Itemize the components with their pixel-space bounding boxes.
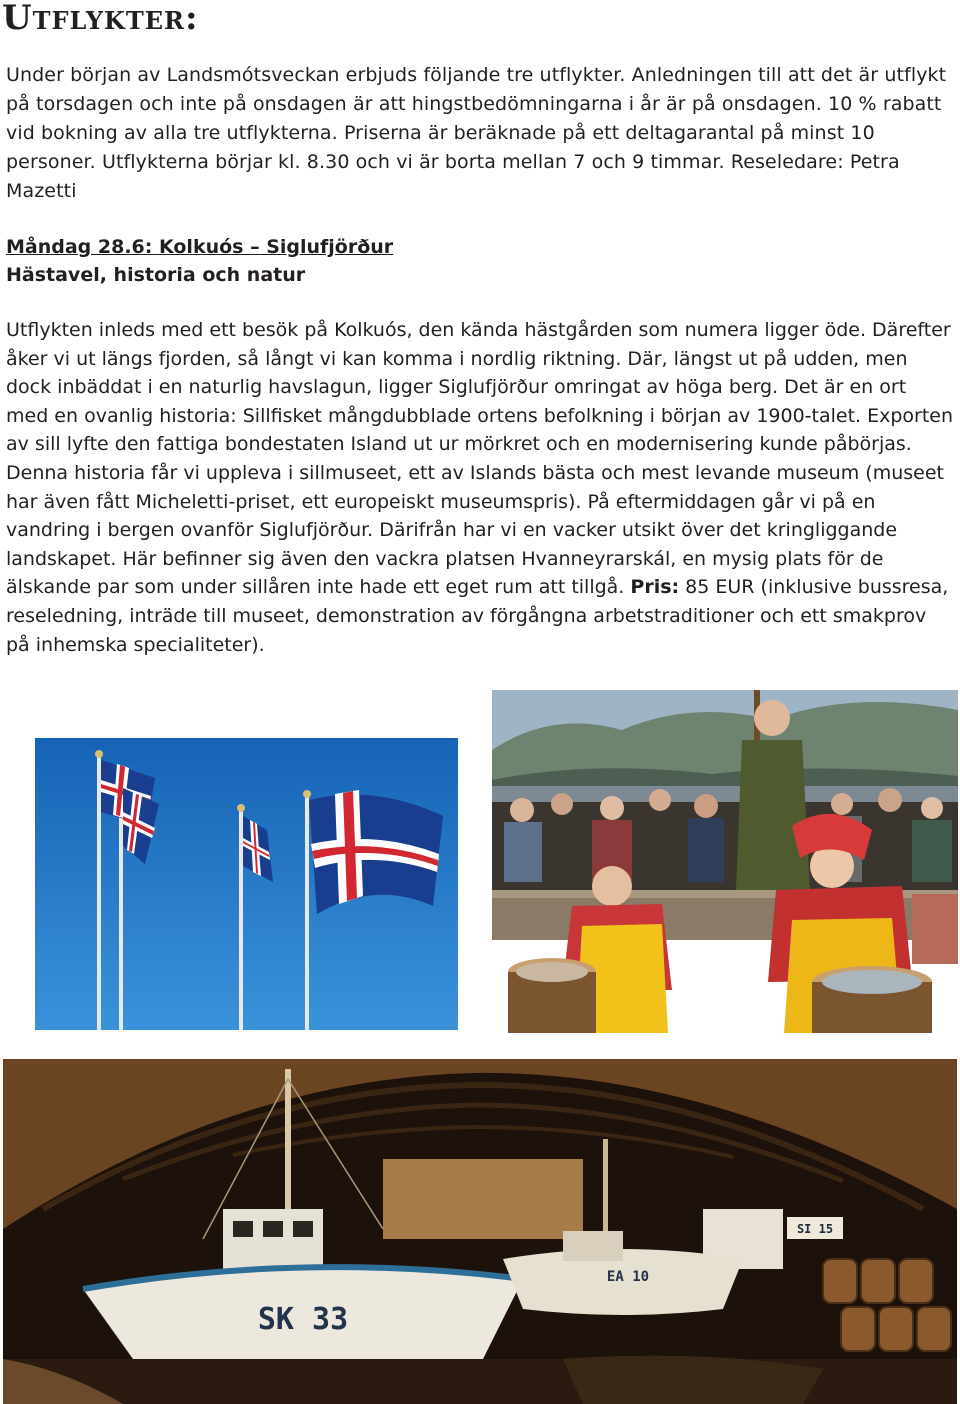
flags-photo [35,738,458,1030]
excursion-description: Utflykten inleds med ett besök på Kolkuós, den kända hästgården som numera ligger öde. Därefter åker vi ut längs fjorden, så långt vi kan komma i nordlig riktning. Där, längst ut på udden, men dock inbäddat i en naturlig havslagun, ligger Siglufjörður omringat av höga berg. Det är en ort med en ovanlig historia: Sillfisket mångdubblade ortens befolkning i början av 1900-talet. Exporten av sill lyfte den fattiga bondestaten Island ut ur mörkret och en modernisering kunde påbörjas. Denna historia får vi uppleva i sillmuseet, ett av Islands bästa och mest levande museum (museet har även fått Micheletti-priset, ett europeiskt museumspris). På eftermiddagen går vi på en vandring i bergen ovanför Siglufjörður. Därifrån har vi en vacker utsikt över det kringliggande landskapet. Här befinner sig även den vackra platsen Hvanneyrarskál, en mysig plats för de älskande par som under sillåren inte hade ett eget rum att tillgå. [6,319,954,599]
price-details: 85 EUR (inklusive bussresa, reseledning, inträde till museet, demonstration av förgångna arbetstraditioner och ett smakprov på inhemska specialiteter). [6,576,949,656]
boat-registration-label: EA 10 [606,1269,650,1285]
excursion-description-block [6,316,954,659]
wall-sign-label: SI 15 [796,1222,834,1236]
page-title: Utflykter: [2,0,199,38]
price-label: Pris: [630,576,680,599]
excursion-subheading: Hästavel, historia och natur [6,264,306,286]
excursion-heading: Måndag 28.6: Kolkuós – Siglufjörður [6,236,394,258]
boat-registration-label: SK 33 [257,1302,349,1337]
herring-museum-boathouse-photo [3,1059,957,1404]
intro-paragraph: Under början av Landsmótsveckan erbjuds följande tre utflykter. Anledningen till att det är utflykt på torsdagen och inte på onsdagen är att hingstbedömningarna i år är på onsdagen. 10 % rabatt vid bokning av alla tre utflykterna. Priserna är beräknade på ett deltagarantal på minst 10 personer. Utflykterna börjar kl. 8.30 och vi är borta mellan 7 och 9 timmar. Reseledare: Petra Mazetti [6,64,947,202]
herring-salting-photo [492,690,958,1033]
